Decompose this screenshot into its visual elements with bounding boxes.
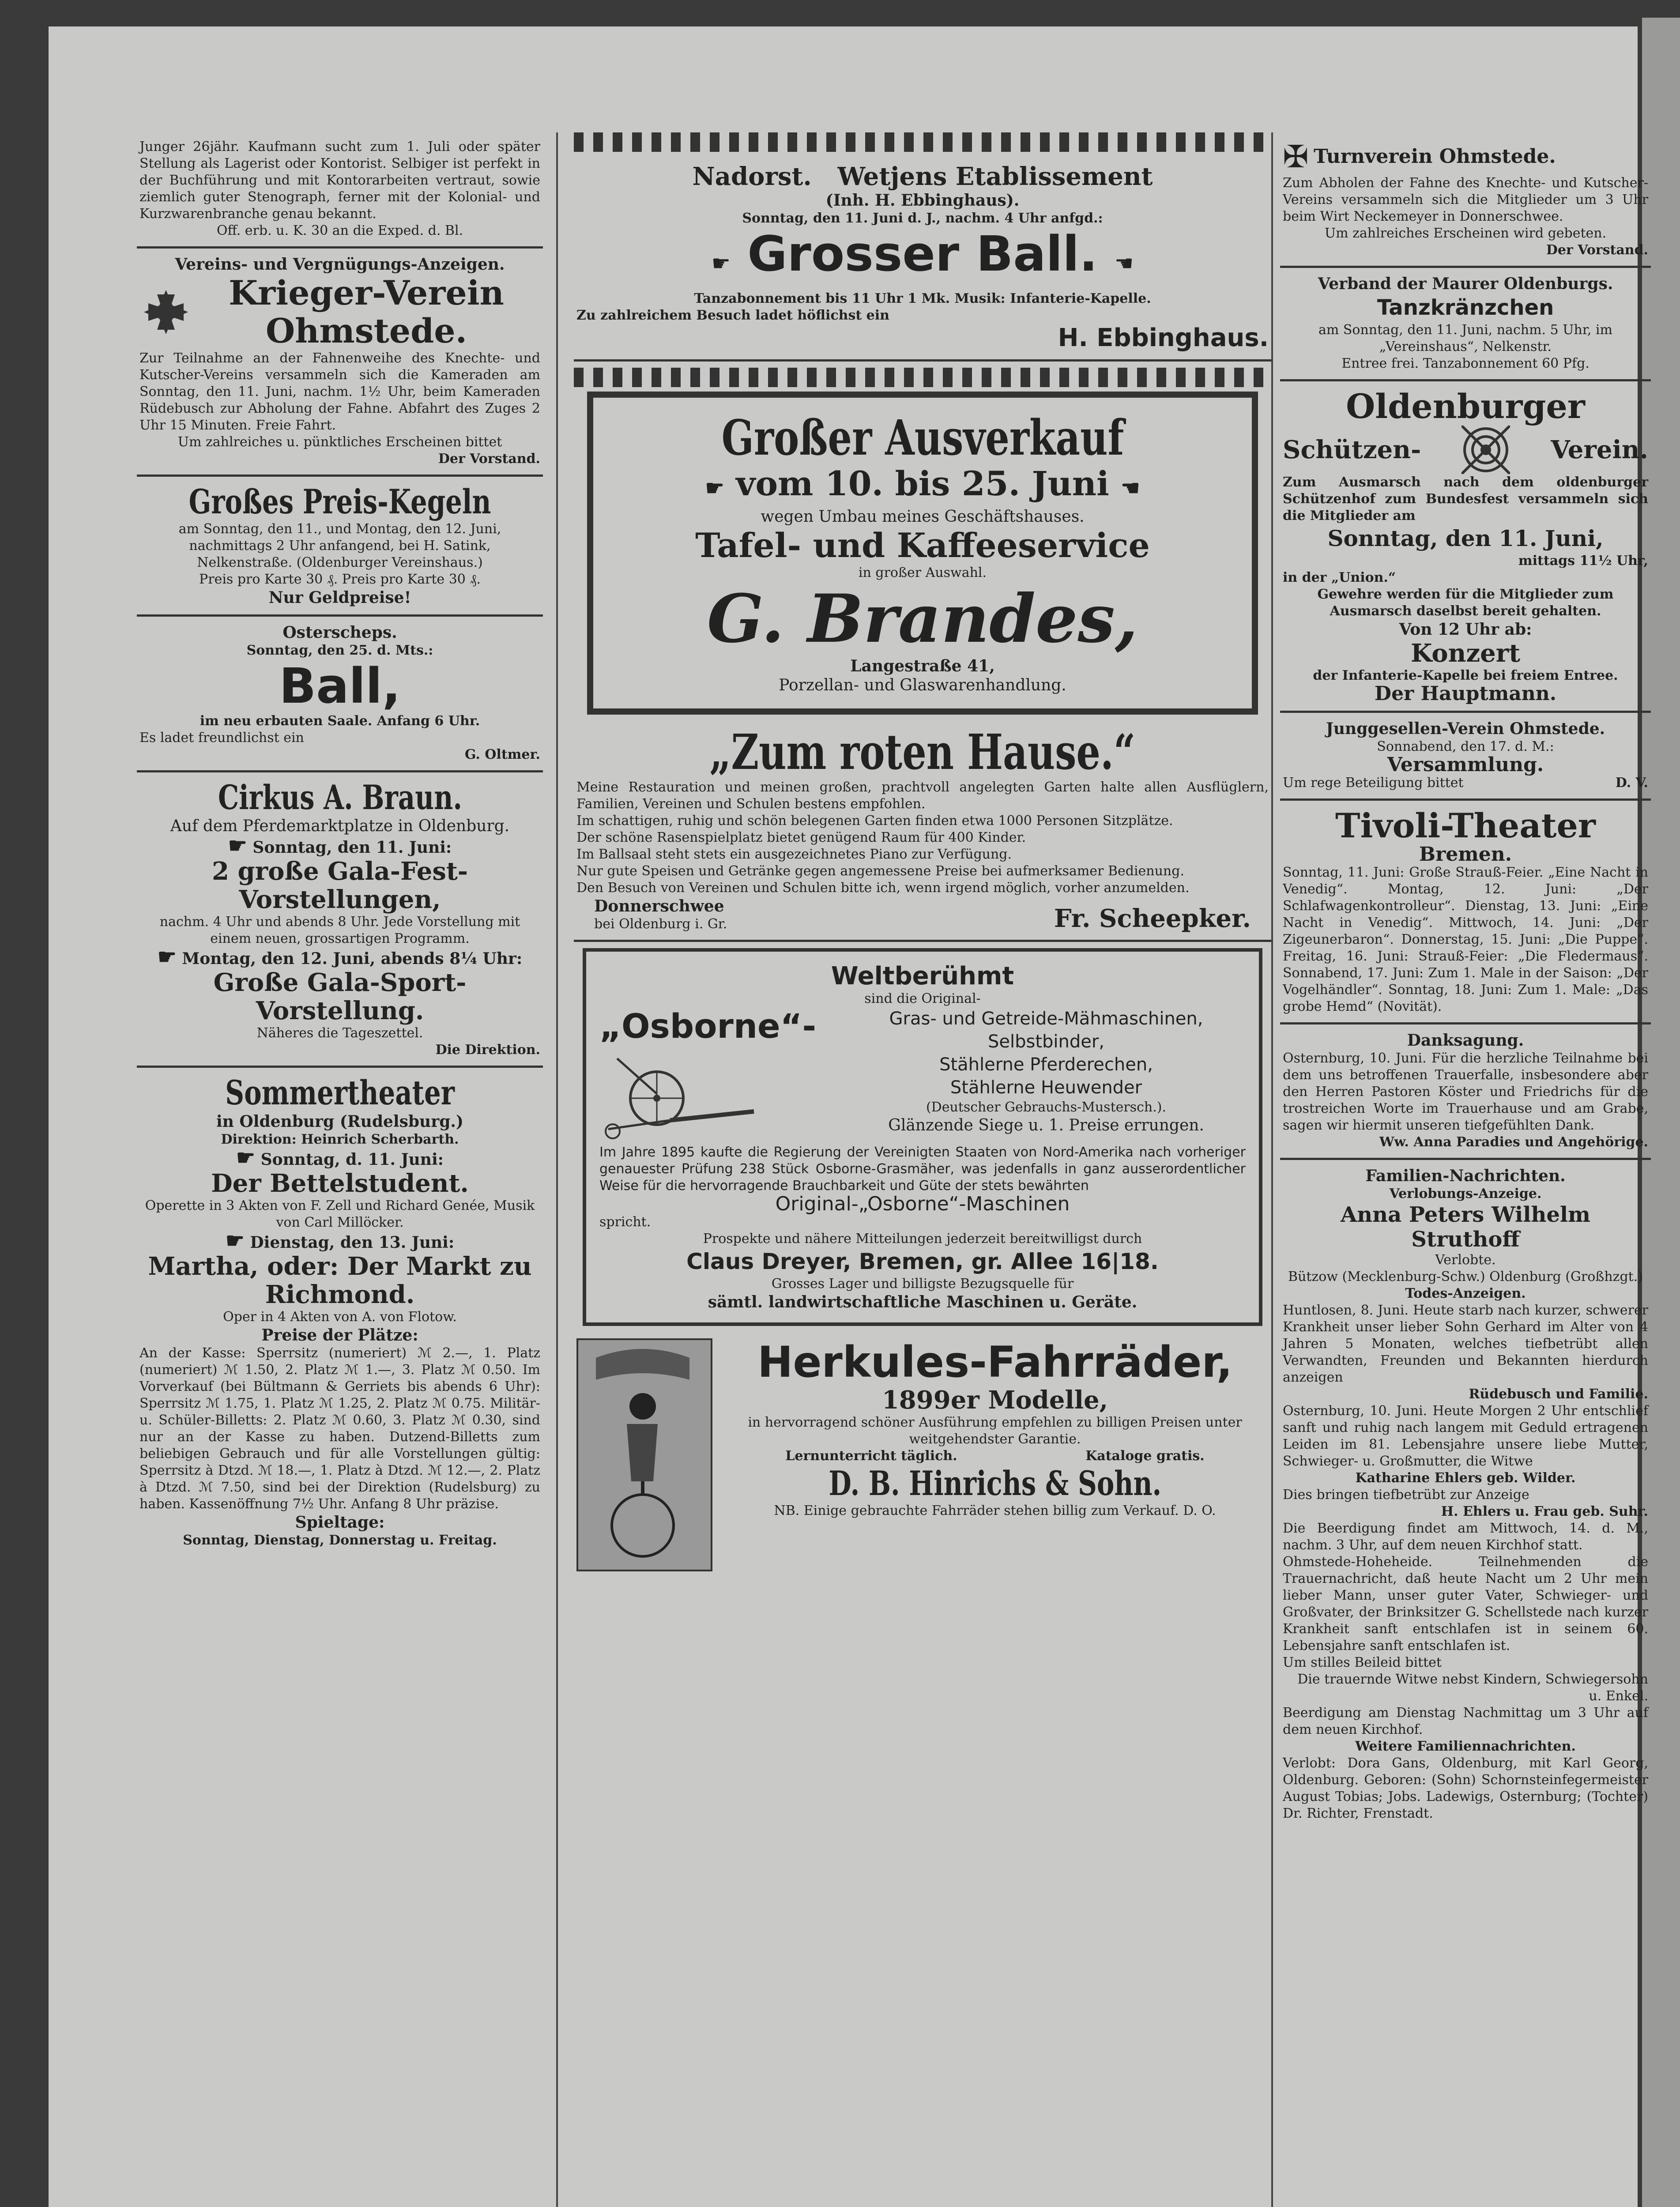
osterscheps-title: Osterscheps. bbox=[283, 623, 397, 642]
todes-2-name: Katharine Ehlers geb. Wilder. bbox=[1355, 1470, 1576, 1486]
ad-text: Junger 26jähr. Kaufmann sucht zum 1. Juli oder später Stellung als Lagerist oder Kontorist. Selbiger ist perfekt in der Buchführung und mit Kontorarbeiten vertraut, sowie ziemlich guter Stenograph, ferner mit der Kolonial- und Kurzwarenbranche genau bekannt. bbox=[139, 139, 540, 222]
schuetz-title: Oldenburger bbox=[1346, 387, 1585, 426]
wetjens-heading: Nadorst. Wetjens Etablissement bbox=[692, 162, 1153, 191]
schuetz-title-2: Schützen- bbox=[1283, 435, 1421, 464]
osborne-name: „Osborne“- bbox=[599, 1006, 817, 1046]
roten-text-2: Im schattigen, ruhig und schön belegenen Garten finden etwa 1000 Personen Sitzplätze. bbox=[576, 813, 1173, 829]
sommer-date-1: ☛ Sonntag, d. 11. Juni: bbox=[236, 1145, 444, 1170]
maurer-price: Entree frei. Tanzabonnement 60 Pfg. bbox=[1341, 356, 1590, 371]
brandes-name: G. Brandes, bbox=[707, 580, 1138, 658]
verlobung-sub: Verlobte. bbox=[1435, 1252, 1496, 1268]
osterscheps-text-2: Es ladet freundlichst ein bbox=[139, 730, 304, 746]
wetjens-info-2: Zu zahlreichem Besuch ladet höflichst ein bbox=[576, 308, 889, 323]
wetjens-date: Sonntag, den 11. Juni d. J., nachm. 4 Uhr anfgd.: bbox=[742, 211, 1103, 226]
osborne-patent: (Deutscher Gebrauchs-Mustersch.). bbox=[926, 1100, 1167, 1115]
roten-place-2: bei Oldenburg i. Gr. bbox=[594, 916, 727, 932]
pointing-hand-icon: ☛ bbox=[228, 833, 247, 858]
ad-preis-kegeln bbox=[137, 477, 543, 617]
column-rule bbox=[556, 132, 558, 2207]
spieltage-title: Spieltage: bbox=[295, 1513, 385, 1532]
ad-brandes bbox=[587, 392, 1258, 715]
turnverein-signature: Der Vorstand. bbox=[1546, 242, 1648, 258]
brandes-shop: Porzellan- und Glaswarenhandlung. bbox=[779, 676, 1066, 694]
pointing-hand-icon: ☛ bbox=[225, 1228, 245, 1253]
familien-nachrichten bbox=[1280, 1160, 1651, 1829]
osborne-item: Selbstbinder, bbox=[987, 1032, 1105, 1052]
osterscheps-date: Sonntag, den 25. d. Mts.: bbox=[246, 643, 433, 658]
fam-title: Familien-Nachrichten. bbox=[1365, 1167, 1566, 1185]
schuetz-text: Zum Ausmarsch nach dem oldenburger Schützenhof zum Bundesfest versammeln sich die Mitglieder am bbox=[1283, 475, 1648, 524]
kegeln-title: Großes Preis-Kegeln bbox=[188, 482, 491, 521]
herkules-nb: NB. Einige gebrauchte Fahrräder stehen billig zum Verkauf. D. O. bbox=[774, 1503, 1216, 1518]
turnverein-text-2: Um zahlreiches Erscheinen wird gebeten. bbox=[1324, 226, 1607, 241]
ad-osborne bbox=[583, 948, 1262, 1326]
ad-turnverein bbox=[1280, 132, 1651, 268]
turner-emblem-icon: ✠ bbox=[1283, 139, 1309, 175]
kegeln-signature: Nur Geldpreise! bbox=[268, 588, 411, 607]
kegeln-text: am Sonntag, den 11., und Montag, den 12. Juni, nachmittags 2 Uhr anfangend, bei H. Satink, Nelkenstraße. (Oldenburger Vereinshaus.) bbox=[178, 521, 501, 570]
todes-1-signature: Rüdebusch und Familie. bbox=[1469, 1386, 1648, 1402]
turnverein-text: Zum Abholen der Fahne des Knechte- und Kutscher-Vereins versammeln sich die Mitglieder um 3 Uhr beim Wirt Neckemeyer in Donnerschwee. bbox=[1283, 175, 1648, 224]
osborne-item: Gras- und Getreide-Mähmaschinen, bbox=[889, 1009, 1203, 1029]
schuetz-date: Sonntag, den 11. Juni, bbox=[1327, 525, 1604, 551]
osborne-item: Stählerne Pferderechen, bbox=[939, 1055, 1153, 1075]
roten-text-4: Im Ballsaal steht stets ein ausgezeichnetes Piano zur Verfügung. bbox=[576, 847, 1012, 862]
roten-text-1: Meine Restauration und meinen großen, prachtvoll angelegten Garten halte allen Ausflüglern, Familien, Vereinen und Schulen bestens empfohlen. bbox=[576, 780, 1269, 812]
brandes-goods: Tafel- und Kaffeeservice bbox=[695, 526, 1150, 565]
roten-text-5: Nur gute Speisen und Getränke gegen angemessene Preise bei aufmerksamer Bedienung. bbox=[576, 863, 1184, 879]
sommer-date-2: ☛ Dienstag, den 13. Juni: bbox=[225, 1228, 455, 1253]
pointing-hand-icon: ☚ bbox=[1115, 251, 1134, 276]
verlobung-names: Anna Peters Wilhelm Struthoff bbox=[1341, 1202, 1590, 1252]
herkules-name: D. B. Hinrichs & Sohn. bbox=[829, 1464, 1161, 1503]
osborne-dealer: Claus Dreyer, Bremen, gr. Allee 16|18. bbox=[686, 1249, 1159, 1274]
section-title: Vereins- und Vergnügungs-Anzeigen. bbox=[175, 255, 505, 274]
mowing-machine-icon bbox=[599, 1045, 758, 1142]
brandes-dates: ☛ vom 10. bis 25. Juni ☚ bbox=[705, 464, 1140, 503]
cirkus-date-1: ☛ Sonntag, den 11. Juni: bbox=[228, 833, 452, 858]
ad-roten-hause bbox=[574, 719, 1271, 942]
iron-cross-icon bbox=[139, 286, 192, 339]
ad-tivoli bbox=[1280, 801, 1651, 1024]
ad-herkules bbox=[574, 1332, 1271, 1578]
dank-title: Danksagung. bbox=[1407, 1031, 1524, 1050]
sommer-title: Sommertheater bbox=[225, 1073, 455, 1112]
todes-2: Osternburg, 10. Juni. Heute Morgen 2 Uhr entschlief sanft und ruhig nach langem mit Geduld ertragenen Leiden im 81. Lebensjahre unsere liebe Mutter, Schwieger- u. Großmutter, die Witwe bbox=[1283, 1403, 1648, 1469]
osborne-wins: Glänzende Siege u. 1. Preise errungen. bbox=[888, 1116, 1204, 1134]
jung-date: Sonnabend, den 17. d. M.: bbox=[1377, 739, 1554, 754]
wetjens-owner: (Inh. H. Ebbinghaus). bbox=[825, 191, 1020, 210]
schuetz-konzert: Konzert bbox=[1410, 639, 1521, 668]
cirkus-show-1: 2 große Gala-Fest-Vorstellungen, bbox=[211, 857, 468, 914]
brandes-address: Langestraße 41, bbox=[850, 657, 995, 675]
ad-krieger-verein bbox=[137, 249, 543, 477]
ad-job-seeker bbox=[137, 132, 543, 249]
cirkus-date-2: ☛ Montag, den 12. Juni, abends 8¼ Uhr: bbox=[157, 945, 523, 969]
kegeln-price: Preis pro Karte 30 ₰. Preis pro Karte 30 ₰. bbox=[199, 572, 481, 587]
ad-osterscheps bbox=[137, 617, 543, 772]
roten-signature: Fr. Scheepker. bbox=[1054, 904, 1251, 933]
maurer-text: am Sonntag, den 11. Juni, nachm. 5 Uhr, im „Vereinshaus“, Nelkenstr. bbox=[1318, 322, 1612, 354]
todes-1: Huntlosen, 8. Juni. Heute starb nach kurzer, schwerer Krankheit unser lieber Sohn Gerhard im Alter von 4 Jahren 5 Monaten, welches tiefbetrübt allen Verwandten, Freunden und Bekannten hierdurch anzeigen bbox=[1283, 1303, 1648, 1385]
sommer-play-2-info: Oper in 4 Akten von A. von Flotow. bbox=[223, 1309, 457, 1325]
todes-3-signature: Die trauernde Witwe nebst Kindern, Schwiegersohn u. Enkel. bbox=[1297, 1672, 1648, 1704]
osterscheps-text: im neu erbauten Saale. Anfang 6 Uhr. bbox=[200, 713, 480, 729]
spieltage-text: Sonntag, Dienstag, Donnerstag u. Freitag. bbox=[183, 1533, 497, 1548]
todes-3: Ohmstede-Hoheheide. Teilnehmenden die Trauernachricht, daß heute Nacht um 2 Uhr mein lieber Mann, unser guter Vater, Schwieger- und Großvater, der Brinksitzer G. Schellstede nach kurzer Krankheit sanft entschlafen ist in seinem 60. Lebensjahre sanft entschlafen ist. bbox=[1283, 1554, 1648, 1653]
osborne-head: Weltberühmt bbox=[831, 962, 1014, 991]
roten-text-3: Der schöne Rasenspielplatz bietet genügend Raum für 400 Kinder. bbox=[576, 830, 1026, 845]
weitere-text: Verlobt: Dora Gans, Oldenburg, mit Karl Georg, Oldenburg. Geboren: (Sohn) Schornsteinfegermeister August Tobias; Jobs. Ladewigs, Osternburg; (Tochter) Dr. Richter, Frenstadt. bbox=[1283, 1755, 1648, 1821]
krieger-title: Krieger-Verein Ohmstede. bbox=[229, 273, 504, 350]
todes-title: Todes-Anzeigen. bbox=[1405, 1286, 1526, 1301]
jung-signature: D. V. bbox=[1615, 775, 1648, 791]
cirkus-show-2: Große Gala-Sport-Vorstellung. bbox=[213, 968, 467, 1025]
herkules-text: in hervorragend schöner Ausführung empfehlen zu billigen Preisen unter weitgehendster Garantie. bbox=[748, 1415, 1242, 1447]
osborne-spricht: spricht. bbox=[599, 1214, 651, 1230]
sommer-direction: Direktion: Heinrich Scherbarth. bbox=[221, 1132, 459, 1147]
todes-2-signature: H. Ehlers u. Frau geb. Suhr. bbox=[1441, 1504, 1648, 1519]
osborne-head-2: sind die Original- bbox=[864, 991, 981, 1006]
ad-schuetzenverein bbox=[1280, 381, 1651, 713]
cirkus-more: Näheres die Tageszettel. bbox=[256, 1025, 423, 1041]
osborne-prospekte: Prospekte und nähere Mitteilungen jederzeit bereitwilligst durch bbox=[703, 1231, 1142, 1247]
middle-column bbox=[574, 132, 1271, 1578]
roten-title: „Zum roten Hause.“ bbox=[709, 723, 1136, 780]
ad-maurer bbox=[1280, 268, 1651, 381]
bicycle-icon bbox=[578, 1340, 707, 1566]
sommer-play-1: Der Bettelstudent. bbox=[211, 1169, 469, 1198]
danksagung bbox=[1280, 1024, 1651, 1160]
cirkus-time-1: nachm. 4 Uhr und abends 8 Uhr. Jede Vorstellung mit einem neuen, grossartigen Programm. bbox=[159, 914, 520, 946]
schuetz-place: in der „Union.“ bbox=[1283, 570, 1396, 585]
wetjens-info: Tanzabonnement bis 11 Uhr 1 Mk. Musik: Infanterie-Kapelle. bbox=[694, 291, 1151, 306]
krieger-text-2: Um zahlreiches u. pünktliches Erscheinen bittet bbox=[177, 434, 502, 450]
ad-wetjens bbox=[574, 156, 1271, 362]
schuetz-time: mittags 11½ Uhr, bbox=[1518, 553, 1648, 569]
jung-event: Versammlung. bbox=[1387, 753, 1544, 776]
herkules-catalog: Kataloge gratis. bbox=[1085, 1448, 1205, 1464]
brandes-title: Großer Ausverkauf bbox=[721, 409, 1124, 466]
todes-3-stille: Um stilles Beileid bittet bbox=[1283, 1655, 1442, 1670]
wetjens-signature: H. Ebbinghaus. bbox=[1058, 324, 1269, 352]
pointing-hand-icon: ☛ bbox=[711, 251, 731, 276]
brandes-goods-2: in großer Auswahl. bbox=[858, 565, 987, 580]
ad-signature: Off. erb. u. K. 30 an die Exped. d. Bl. bbox=[216, 223, 463, 238]
tivoli-city: Bremen. bbox=[1419, 843, 1512, 866]
right-column bbox=[1280, 132, 1651, 1829]
maurer-title: Verband der Maurer Oldenburgs. bbox=[1318, 275, 1613, 293]
roten-text-6: Den Besuch von Vereinen und Schulen bitte ich, wenn irgend möglich, vorher anzumelden. bbox=[576, 880, 1190, 896]
preise-title: Preise der Plätze: bbox=[261, 1326, 418, 1345]
turnverein-title: Turnverein Ohmstede. bbox=[1314, 145, 1556, 168]
pointing-hand-icon: ☛ bbox=[157, 945, 177, 969]
left-column bbox=[137, 132, 543, 1556]
osterscheps-signature: G. Oltmer. bbox=[464, 747, 540, 762]
target-icon bbox=[1462, 426, 1510, 474]
weitere-title: Weitere Familiennachrichten. bbox=[1355, 1739, 1576, 1754]
verlobung-title: Verlobungs-Anzeige. bbox=[1389, 1186, 1542, 1201]
ad-junggesellen bbox=[1280, 713, 1651, 801]
todes-3-burial: Beerdigung am Dienstag Nachmittag um 3 Uhr auf dem neuen Kirchhof. bbox=[1283, 1705, 1648, 1737]
schuetz-signature: Der Hauptmann. bbox=[1374, 682, 1557, 705]
schuetz-text-2: Gewehre werden für die Mitglieder zum Ausmarsch daselbst bereit gehalten. bbox=[1317, 587, 1614, 619]
pointing-hand-icon: ☛ bbox=[236, 1145, 256, 1170]
cirkus-signature: Die Direktion. bbox=[435, 1042, 540, 1058]
cyclist-illustration bbox=[576, 1338, 712, 1571]
tivoli-title: Tivoli-Theater bbox=[1335, 806, 1596, 845]
osborne-item: Stählerne Heuwender bbox=[950, 1077, 1142, 1098]
pointing-hand-icon: ☚ bbox=[1121, 476, 1140, 501]
roten-place: Donnerschwee bbox=[594, 897, 724, 915]
osborne-machines: Original-„Osborne“-Maschinen bbox=[775, 1193, 1070, 1215]
osborne-stock-2: sämtl. landwirtschaftliche Maschinen u. Geräte. bbox=[708, 1293, 1138, 1311]
preise-text: An der Kasse: Sperrsitz (numeriert) ℳ 2.—, 1. Platz (numeriert) ℳ 1.50, 2. Platz ℳ 1.—, 3. Platz ℳ 0.50. Im Vorverkauf (bei Bültmann & Gerriets bis abends 6 Uhr): Sperrsitz ℳ 1.75, 1. Platz ℳ 1.25, 2. Platz ℳ 0.75. Militär- u. Schüler-Billetts: 2. Platz ℳ 0.60, 3. Platz ℳ 0.30, sind nur an der Kasse zu haben. Dutzend-Billetts zum beliebigen Gebrauch und für alle Vorstellungen gültig: Sperrsitz à Dtzd. ℳ 18.—, 1. Platz à Dtzd. ℳ 12.—, 2. Platz à Dtzd. ℳ 7.50, sind bei der Direktion (Rudelsburg) zu haben. Kassenöffnung 7½ Uhr. Anfang 8 Uhr präzise. bbox=[139, 1345, 540, 1512]
herkules-title: Herkules-Fahrräder, bbox=[757, 1337, 1233, 1387]
herkules-lessons: Lernunterricht täglich. bbox=[785, 1448, 957, 1464]
cirkus-title: Cirkus A. Braun. bbox=[218, 778, 462, 817]
maurer-subtitle: Tanzkränzchen bbox=[1377, 295, 1554, 320]
schuetz-title-3: Verein. bbox=[1551, 435, 1648, 464]
sommer-subtitle: in Oldenburg (Rudelsburg.) bbox=[216, 1112, 463, 1131]
ad-cirkus-braun bbox=[137, 772, 543, 1068]
schuetz-kapelle: der Infanterie-Kapelle bei freiem Entree. bbox=[1313, 668, 1618, 683]
jung-text: Um rege Beteiligung bittet bbox=[1283, 775, 1464, 791]
jung-title: Junggesellen-Verein Ohmstede. bbox=[1326, 719, 1605, 738]
osborne-stock: Grosses Lager und billigste Bezugsquelle für bbox=[771, 1276, 1074, 1292]
brandes-reason: wegen Umbau meines Geschäftshauses. bbox=[761, 508, 1085, 526]
todes-2-text: Dies bringen tiefbetrübt zur Anzeige bbox=[1283, 1487, 1529, 1503]
ad-sommertheater bbox=[137, 1068, 543, 1556]
column-rule bbox=[1271, 132, 1273, 2207]
krieger-text: Zur Teilnahme an der Fahnenweihe des Knechte- und Kutscher-Vereins versammeln sich die Kameraden am Sonntag, den 11. Juni, nachm. 1½ Uhr, beim Kameraden Rüdebusch zur Abholung der Fahne. Abfahrt des Zuges 2 Uhr 15 Minuten. Freie Fahrt. bbox=[139, 350, 540, 433]
pointing-hand-icon: ☛ bbox=[705, 476, 724, 501]
sommer-play-2: Martha, oder: Der Markt zu Richmond. bbox=[148, 1252, 532, 1309]
krieger-signature: Der Vorstand. bbox=[438, 451, 540, 467]
cirkus-location: Auf dem Pferdemarktplatze in Oldenburg. bbox=[170, 817, 510, 835]
dank-text: Osternburg, 10. Juni. Für die herzliche Teilnahme bei dem uns betroffenen Trauerfalle, insbesondere aber den Herren Pastoren Köster und Friedrichs für die trostreichen Worte im Trauerhause und am Grabe, sagen wir hiermit unseren tiefgefühlten Dank. bbox=[1283, 1051, 1648, 1133]
schuetz-from: Von 12 Uhr ab: bbox=[1399, 620, 1532, 639]
herkules-model: 1899er Modelle, bbox=[881, 1386, 1108, 1415]
osterscheps-ball: Ball, bbox=[279, 658, 401, 714]
osborne-text: Im Jahre 1895 kaufte die Regierung der Vereinigten Staaten von Nord-Amerika nach vorheriger genauester Prüfung 238 Stück Osborne-Grasmäher, was jedenfalls in ganz ausserordentlicher Weise für die hervorragende Brauchbarkeit und Güte der stets bewährten bbox=[599, 1145, 1246, 1194]
sommer-play-1-info: Operette in 3 Akten von F. Zell und Richard Genée, Musik von Carl Millöcker. bbox=[145, 1198, 535, 1230]
decorative-border bbox=[574, 368, 1271, 387]
tivoli-program: Sonntag, 11. Juni: Große Strauß-Feier. „Eine Nacht in Venedig“. Montag, 12. Juni: „Der Schlafwagenkontrolleur“. Dienstag, 13. Juni: „Eine Nacht in Venedig“. Mittwoch, 14. Juni: „Der Zigeunerbaron“. Donnerstag, 15. Juni: „Die Puppe“. Freitag, 16. Juni: Strauß-Feier: „Die Fledermaus“. Sonnabend, 17. Juni: Zum 1. Male in der Saison: „Der Vogelhändler“. Sonntag, 18. Juni: Zum 1. Male: „Das grobe Hemd“ (Novität). bbox=[1283, 865, 1648, 1014]
dank-signature: Ww. Anna Paradies und Angehörige. bbox=[1379, 1134, 1648, 1150]
todes-2-burial: Die Beerdigung findet am Mittwoch, 14. d. M., nachm. 3 Uhr, auf dem neuen Kirchhof statt. bbox=[1283, 1521, 1648, 1553]
verlobung-places: Bützow (Mecklenburg-Schw.) Oldenburg (Großhzgt.) bbox=[1288, 1269, 1643, 1284]
wetjens-ball: ☛ Grosser Ball. ☚ bbox=[711, 226, 1134, 282]
decorative-border bbox=[574, 132, 1271, 152]
